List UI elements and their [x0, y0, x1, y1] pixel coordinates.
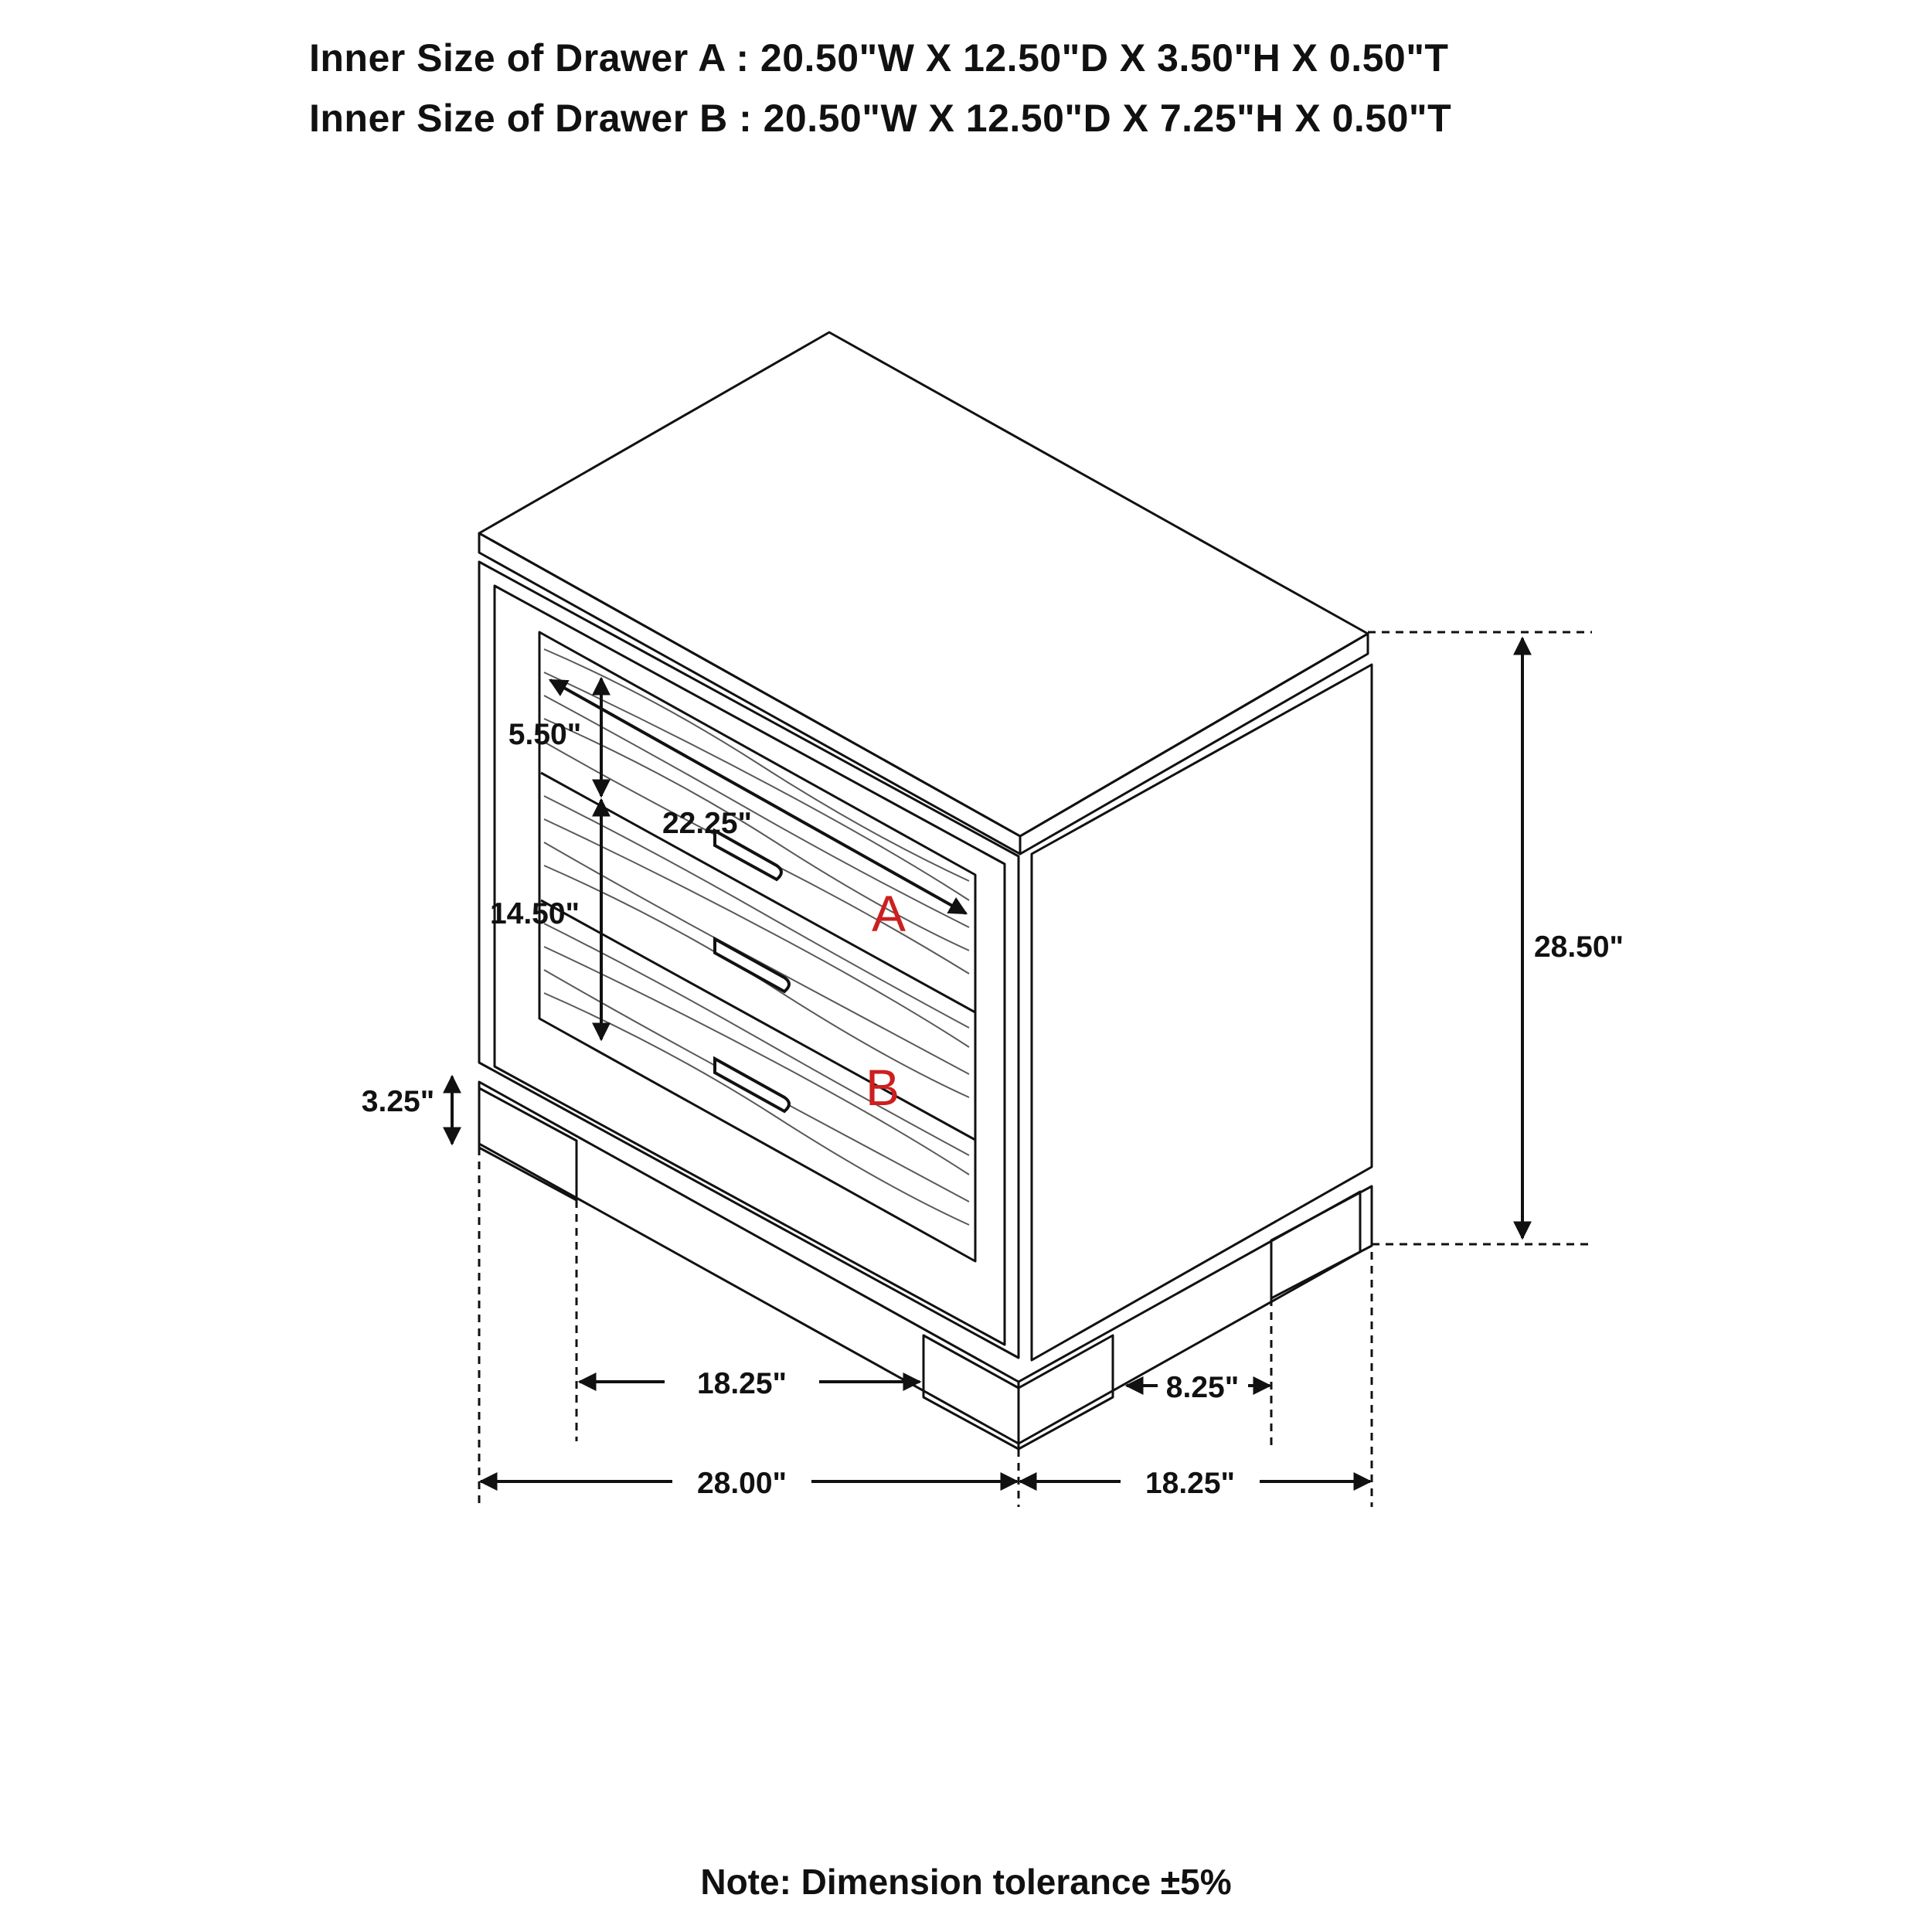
drawer-b-label: B: [865, 1059, 900, 1116]
drawer-a-label: A: [871, 885, 906, 942]
drawer-a-spec: Inner Size of Drawer A : 20.50"W X 12.50"D X 3.50"H X 0.50"T: [309, 36, 1449, 80]
leg-front-right: [923, 1335, 1019, 1449]
drawer-b-spec: Inner Size of Drawer B : 20.50"W X 12.50"D X 7.25"H X 0.50"T: [309, 97, 1452, 140]
lower-drawers-height-label: 14.50": [489, 897, 580, 930]
handle-middle: [715, 939, 789, 992]
drawer-divider-2: [541, 900, 975, 1140]
base-height-label: 3.25": [361, 1085, 435, 1118]
side-leg-span-label: 8.25": [1165, 1371, 1240, 1404]
drawer-width-label: 22.25": [662, 807, 753, 840]
top-drawer-height-label: 5.50": [508, 718, 582, 751]
handle-bottom: [715, 1059, 789, 1111]
overall-height-label: 28.50": [1533, 930, 1624, 964]
overall-width-label: 28.00": [696, 1467, 787, 1500]
dimension-tolerance-note: Note: Dimension tolerance ±5%: [700, 1862, 1232, 1902]
overall-depth-label: 18.25": [1145, 1467, 1236, 1500]
leg-front-left: [479, 1088, 577, 1200]
leg-span-label: 18.25": [696, 1367, 787, 1400]
